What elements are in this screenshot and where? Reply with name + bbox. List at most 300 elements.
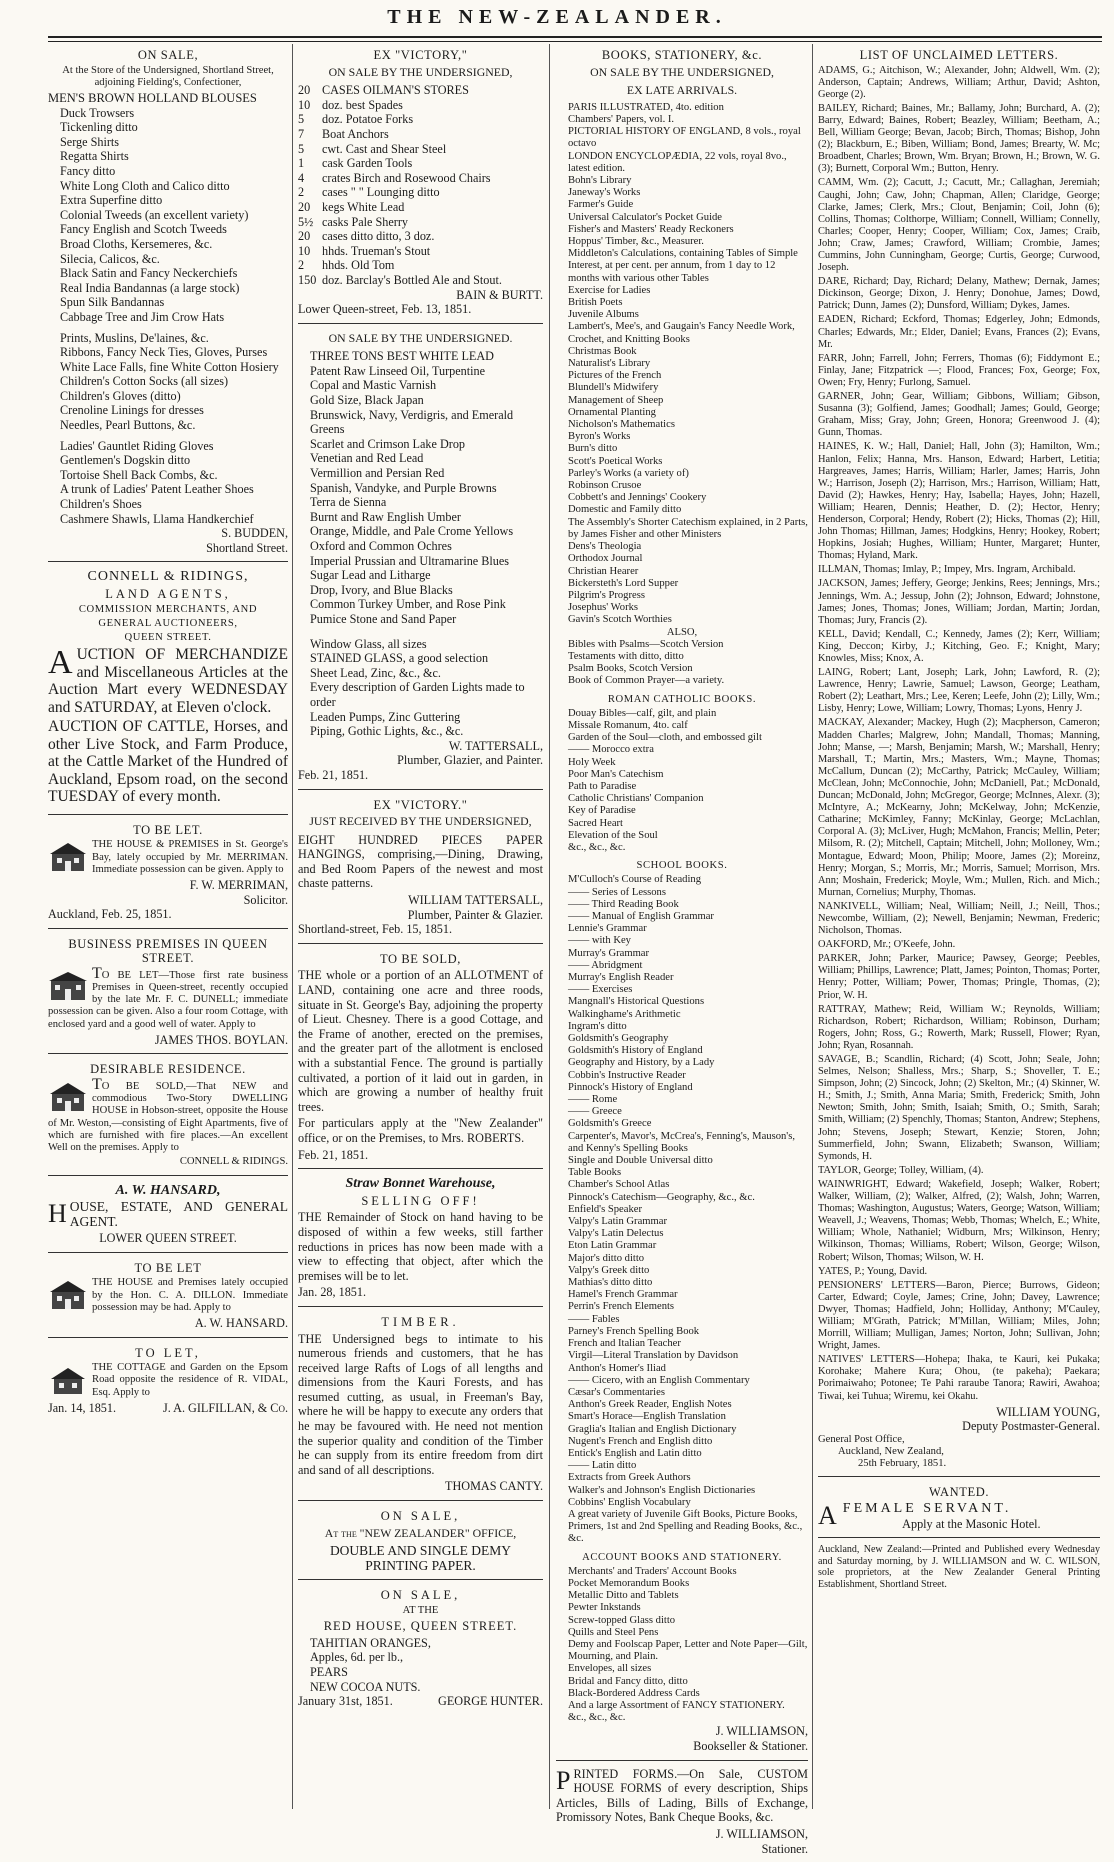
advert-text: THE HOUSE & PREMISES in St. George's Bay, lately occupied by Mr. MERRIMAN. Immediate possession can be given. Apply to — [92, 839, 288, 875]
book-item: Middleton's Calculations, containing Tables of Simple Interest, at per cent. per annum, from 1 day to 12 months with various other Tables — [568, 248, 798, 284]
book-item: Orthodox Journal — [568, 553, 643, 565]
to-let-advert — [48, 1342, 288, 1422]
book-item: PARIS ILLUSTRATED, 4to. edition — [568, 101, 724, 113]
list-item: Brunswick, Navy, Verdigris, and Emerald Greens — [310, 407, 514, 437]
book-item: Mathias's ditto ditto — [568, 1277, 653, 1289]
signature-title: Stationer. — [761, 1841, 808, 1856]
to-be-sold-advert — [298, 948, 543, 1169]
book-item: —— Abridgment — [568, 959, 643, 971]
signature-place: Shortland Street. — [206, 540, 288, 555]
victory-advert-2 — [298, 794, 543, 944]
dropcap: H — [48, 1199, 67, 1229]
book-item: Pocket Memorandum Books — [568, 1577, 690, 1589]
dropcap: A — [818, 1501, 840, 1531]
item-text: hhds. Trueman's Stout — [322, 243, 431, 258]
list-item: Spun Silk Bandannas — [60, 295, 165, 310]
to-be-let-advert — [48, 819, 288, 929]
list-item — [298, 156, 543, 171]
unclaimed-letters — [818, 44, 1100, 1477]
list-item: Tortoise Shell Back Combs, &c. — [60, 467, 218, 482]
list-item — [298, 98, 543, 113]
item-text: doz. Potatoe Forks — [322, 112, 414, 127]
book-item: Bibles with Psalms—Scotch Version — [568, 638, 724, 650]
book-item: Josephus' Works — [568, 602, 639, 614]
book-item: LONDON ENCYCLOPÆDIA, 22 vols, royal 8vo., latest edition. — [568, 150, 787, 174]
books-advert — [556, 44, 808, 1761]
book-item: Graglia's Italian and English Dictionary — [568, 1423, 737, 1435]
advert-heading: ON SALE, — [380, 1588, 461, 1603]
list-item: PEARS — [310, 1664, 348, 1679]
item-quantity: 5½ — [298, 214, 314, 229]
also-label: ALSO, — [666, 626, 698, 638]
on-sale-advert — [48, 44, 288, 562]
advert-place: Auckland, New Zealand, — [838, 1446, 944, 1458]
item-quantity: 20 — [298, 199, 311, 214]
section-heading: ROMAN CATHOLIC BOOKS. — [607, 693, 757, 705]
list-item — [298, 273, 543, 288]
book-list — [556, 102, 808, 627]
advert-date: Shortland-street, Feb. 15, 1851. — [298, 922, 453, 937]
book-item: Chambers' Papers, vol. I. — [568, 113, 675, 125]
signature: J. A. GILFILLAN, & Co. — [163, 1400, 288, 1415]
book-list — [556, 639, 808, 688]
item-quantity: 2 — [298, 185, 305, 200]
book-item: Goldsmith's Geography — [568, 1033, 669, 1045]
advert-heading: BOOKS, STATIONERY, &c. — [601, 48, 763, 62]
advert-date: January 31st, 1851. — [298, 1694, 393, 1709]
list-item: Crenoline Linings for dresses — [60, 403, 204, 418]
firm-line: GENERAL AUCTIONEERS, — [98, 617, 238, 629]
item-quantity: 1 — [298, 156, 305, 171]
item-list — [298, 349, 543, 626]
book-item: Byron's Works — [568, 431, 631, 443]
list-item: Ribbons, Fancy Neck Ties, Gloves, Purses — [60, 345, 268, 360]
item-quantity: 2 — [298, 258, 305, 273]
list-item: Colonial Tweeds (an excellent variety) — [60, 207, 249, 222]
list-item: Children's Gloves (ditto) — [60, 388, 181, 403]
book-item: Cobbin's Instructive Reader — [568, 1069, 686, 1081]
book-item: Garden of the Soul—cloth, and embossed gilt — [568, 732, 762, 744]
item-quantity: 10 — [298, 243, 311, 258]
letter-group: GARNER, John; Gear, William; Gibbons, William; Gibson, Susanna (3); Golfiend, James; Goodhall; James; Gould, George; Graham, Miss; Gray, John; Green, Honora; Greenwood J. (4); Gunn, Thomas. — [818, 391, 1100, 439]
advert-text: AFEMALE SERVANT. — [818, 1501, 1012, 1531]
letter-group: TAYLOR, George; Tolley, William, (4). — [818, 1164, 984, 1176]
letter-group: MACKAY, Alexander; Mackey, Hugh (2); Macpherson, Cameron; Madden Charles; Malgrew, John; Mandall, Thomas; Manning, John; Manse, —; Marsh, Benjamin; Marsh, W.; Marshall, Henry; Marshall, T.; Martin, Mrs.; Masters, Wm.; Mayne, Thomas; McCallum, Duncan (2); McCarthy, Patrick; McCauley, William; McClean, John; McConnochie, John; McDaniell, Pat.; McDonald, Duncan; McDonald, John; McGregor, George; McInnes, Alexr. (3); McIntyre, A.; McKearny, John; McKelway, John; McKenzie, Catharine; McKimley, Fanny; McKinlay, George; McLachlan, Corporal A. (3); McLiver, Hugh; McMahon, Francis; Mellin, Peter; Milsom, R. (2); Mitchell, Captain; Mitchell, John; Molloney, Wm.; Montague, Edward; Moon, Philip; Moore, James (2); Moreinz, Henry; Morgan, S.; Morris, Mr.; Morris, Samuel; Morrison, Mrs. Ann; Moshain, Frederick; Moyle, Wm.; Mullen, Rich. and Mich.; Murnan, Cornelius; Murphy, Thomas. — [818, 717, 1100, 898]
book-item: Catholic Christians' Companion — [568, 793, 704, 805]
book-item: Major's ditto ditto — [568, 1252, 645, 1264]
book-item: Juvenile Albums — [568, 309, 639, 321]
book-item: —— Manual of English Grammar — [568, 910, 714, 922]
victory-advert — [298, 44, 543, 324]
list-item: Prints, Muslins, De'laines, &c. — [60, 330, 209, 345]
list-item: Scarlet and Crimson Lake Drop — [310, 436, 466, 451]
item-quantity: 20 — [298, 83, 311, 98]
item-quantity: 5 — [298, 141, 305, 156]
advert-date: Auckland, Feb. 25, 1851. — [48, 907, 172, 922]
book-item: Fisher's and Masters' Ready Reckoners — [568, 223, 734, 235]
list-item — [298, 200, 543, 215]
advert-subheading: EX LATE ARRIVALS. — [626, 83, 738, 98]
book-item: Gavin's Scotch Worthies — [568, 614, 672, 626]
list-item: Venetian and Red Lead — [310, 451, 424, 466]
advert-text: THE Undersigned begs to intimate to his numerous friends and customers, that he has received large Rafts of Logs of all lengths and dimensions from the Kauri Forests, and has resumed cutting, as usual, in Freeman's Bay, where he will be happy to execute any orders that he may be favoured with. He need not mention the superior quality and condition of the Timber he can supply from its entire freedom from dirt and sand of all descriptions. — [298, 1331, 543, 1477]
item-quantity: 10 — [298, 97, 311, 112]
list-item: Serge Shirts — [60, 134, 120, 149]
book-item: Ornamental Planting — [568, 406, 656, 418]
list-item: Gentlemen's Dogskin ditto — [60, 453, 191, 468]
list-item — [298, 244, 543, 259]
letter-group: ADAMS, G.; Aitchison, W.; Alexander, John; Aldwell, Wm. (2); Anderson, Captain; Andrews, William; Arthur, David; Ashton, George (2). — [818, 64, 1100, 100]
book-item: Goldsmith's History of England — [568, 1045, 703, 1057]
advert-heading: WANTED. — [928, 1485, 990, 1500]
list-item: White Long Cloth and Calico ditto — [60, 178, 230, 193]
book-item: Burn's ditto — [568, 443, 618, 455]
book-item: Anthon's Homer's Iliad — [568, 1362, 666, 1374]
book-item: Envelopes, all sizes — [568, 1663, 652, 1675]
letter-group: NATIVES' LETTERS—Hohepa; Ihaka, te Kauri, kei Pukaka; Korohake; Mahere Kura; Ohou, (te pakeha); Paekara; Porimaiwaho; Potonee; Te Pahi raraube Tanora; Rawiri, Awahoa; Tiwai, kei Tuhua; Wiremu, kei Okahu. — [818, 1354, 1100, 1402]
book-item: Management of Sheep — [568, 394, 664, 406]
list-item: Pumice Stone and Sand Paper — [310, 611, 457, 626]
list-item: Orange, Middle, and Pale Crome Yellows — [310, 524, 514, 539]
signature: F. W. MERRIMAN, — [189, 877, 288, 892]
book-item: Murray's Grammar — [568, 947, 650, 959]
signature: WILLIAM TATTERSALL, — [408, 893, 543, 908]
advert-heading: LIST OF UNCLAIMED LETTERS. — [859, 48, 1059, 62]
column-divider — [549, 44, 550, 1809]
item-quantity: 150 — [298, 272, 317, 287]
house-icon — [48, 1364, 88, 1396]
firm-name: A. W. HANSARD, — [115, 1182, 221, 1198]
signature-title: Plumber, Glazier, and Painter. — [397, 753, 543, 768]
column-2 — [298, 44, 543, 1809]
advert-text: TO BE LET—Those first rate business Premises in Queen-street, recently occupied by the late Mr. F. C. DUNELL; immediate possession can be given. Also a four room Cottage, with enclosed yard and a good well of water. Apply to — [48, 964, 288, 1030]
book-item: And a large Assortment of FANCY STATIONERY. — [568, 1699, 785, 1711]
list-item: Oxford and Common Ochres — [310, 539, 452, 553]
list-item: Cabbage Tree and Jim Crow Hats — [60, 309, 225, 324]
book-item: Janeway's Works — [568, 187, 641, 199]
item-quantity: 4 — [298, 170, 305, 185]
list-item — [298, 215, 543, 230]
signature: THOMAS CANTY. — [445, 1479, 543, 1494]
advert-text: HOUSE, ESTATE, AND GENERAL AGENT. — [48, 1199, 288, 1229]
book-item: —— Rome — [568, 1094, 618, 1106]
book-item: —— Exercises — [568, 984, 633, 996]
list-item — [298, 185, 543, 200]
signature: S. BUDDEN, — [221, 526, 288, 541]
house-icon — [48, 841, 88, 873]
book-item: The Assembly's Shorter Catechism explained, in 2 Parts, by James Fisher and other Ministers — [568, 516, 808, 540]
letter-group: EADEN, Richard; Eckford, Thomas; Edgerley, John; Edmonds, Charles; Edwards, Mr.; Elder, Daniel; Evans, Frances (2); Evans, Mr. — [818, 314, 1100, 350]
item-list — [48, 106, 288, 325]
book-item: Farmer's Guide — [568, 199, 634, 211]
list-item: NEW COCOA NUTS. — [310, 1679, 421, 1694]
book-item: Hoppus' Timber, &c., Measurer. — [568, 236, 704, 248]
book-item: Lennie's Grammar — [568, 923, 647, 935]
book-item: Pewter Inkstands — [568, 1602, 641, 1614]
letter-group: OAKFORD, Mr.; O'Keefe, John. — [818, 939, 956, 951]
section-heading: ACCOUNT BOOKS AND STATIONERY. — [582, 1551, 782, 1563]
advert-text: TO BE SOLD,—That NEW and commodious Two-Story DWELLING HOUSE in Hobson-street, opposite the House of Mr. Weston,—consisting of Eight Apartments, five of which are furnished with fire places.—An excellent Well on the premises. Apply to — [48, 1076, 288, 1154]
list-item: White Lace Falls, fine White Cotton Hosiery — [60, 359, 279, 374]
firm-line: COMMISSION MERCHANTS, AND — [78, 603, 258, 615]
advert-heading: TIMBER. — [381, 1314, 460, 1329]
book-item: —— Morocco extra — [568, 744, 654, 756]
book-item: Virgil—Literal Translation by Davidson — [568, 1350, 739, 1362]
connell-advert — [48, 566, 288, 814]
book-item: Carpenter's, Mavor's, McCrea's, Fenning's, Mauson's, and Kenny's Spelling Books — [568, 1130, 795, 1154]
book-item: Smart's Horace—English Translation — [568, 1411, 726, 1423]
list-item: THREE TONS BEST WHITE LEAD — [310, 349, 494, 364]
printing-paper-advert — [298, 1505, 543, 1580]
wanted-advert — [818, 1481, 1100, 1538]
letter-group: KELL, David; Kendall, C.; Kennedy, James (2); Kerr, William; King, Deccon; Kirby, J.; Kitching, Geo. F.; Knight, Mary; Knowles, Miss; Knox, A. — [818, 628, 1100, 664]
advert-heading: TO BE LET — [134, 1260, 202, 1275]
letter-group: RATTRAY, Mathew; Reid, William W.; Reynolds, William; Richardson, Robert; Richardson, William; Robinson, Durham; Rogers, John; Ross, G.; Rowerth, Mark; Russell, Flower; Ryan, John; Ryan, Rosannah. — [818, 1003, 1100, 1051]
dropcap: P — [556, 1765, 571, 1795]
list-item: Cashmere Shawls, Llama Handkerchief — [60, 511, 254, 526]
signature: W. TATTERSALL, — [448, 738, 543, 753]
column-3 — [556, 44, 808, 1856]
signature-title: Solicitor. — [243, 892, 288, 907]
book-list — [556, 708, 808, 854]
advert-subheading: ON SALE BY THE UNDERSIGNED, — [328, 64, 513, 79]
book-item: Hamel's French Grammar — [568, 1289, 678, 1301]
book-item: Merchants' and Traders' Account Books — [568, 1565, 737, 1577]
book-item: Cobbett's and Jennings' Cookery — [568, 492, 707, 504]
advert-footer — [48, 1401, 288, 1416]
book-item: Holy Week — [568, 756, 616, 768]
book-item: Walker's and Johnson's English Dictionaries — [568, 1484, 756, 1496]
signature: J. WILLIAMSON, — [715, 1826, 808, 1841]
list-item: Terra de Sienna — [310, 495, 387, 510]
white-lead-advert — [298, 328, 543, 790]
book-item: Murray's English Reader — [568, 972, 674, 983]
advert-footer — [298, 1694, 543, 1709]
list-item: Broad Cloths, Kersemeres, &c. — [60, 236, 213, 251]
book-item: Table Books — [568, 1167, 622, 1179]
list-item: Children's Cotton Socks (all sizes) — [60, 374, 229, 389]
book-item: Chamber's School Atlas — [568, 1179, 670, 1191]
book-item: Nicholson's Mathematics — [568, 419, 675, 431]
item-text: cases " " Lounging ditto — [322, 185, 440, 200]
book-item: Pinnock's History of England — [568, 1081, 693, 1093]
advert-subheading: AT THE — [402, 1605, 439, 1616]
book-item: Bickersteth's Lord Supper — [568, 577, 679, 589]
letter-group: LAING, Robert; Lant, Joseph; Lark, John; Lawford, R. (2); Lawrence, Henry; Lawrie, Samuel; Lawson, George; Leatham, Robert (2); Leathart, Mrs.; Lee, Keren; Leefe, John (2); Lilly, Wm.; Lisby, Henry; Lowe, William; Lowry, Thomas; Lyons, Henry J. — [818, 667, 1100, 715]
advert-heading: BUSINESS PREMISES IN QUEEN STREET. — [68, 936, 268, 966]
list-item: Extra Superfine ditto — [60, 193, 163, 208]
book-item: Domestic and Family ditto — [568, 504, 682, 516]
book-item: Extracts from Greek Authors — [568, 1472, 691, 1484]
book-item: Douay Bibles—calf, gilt, and plain — [568, 707, 717, 719]
advert-subheading: SELLING OFF! — [361, 1193, 480, 1208]
book-item: &c., &c., &c. — [568, 1712, 626, 1724]
letter-group: PENSIONERS' LETTERS—Baron, Pierce; Burrows, Gideon; Carter, Edward; Coyle, James; Crine, John; Davey, Lawrence; Dwyer, Thomas; Hadfield, John; Holliday, Anthony; M'Cauley, William; M'Grath, Patrick; M'Millan, William; Miles, John; Morrill, William; Mulligan, James; Norton, John; Sullivan, John; Wright, James. — [818, 1279, 1100, 1352]
signature: BAIN & BURTT. — [456, 287, 543, 302]
hansard-advert — [48, 1180, 288, 1253]
item-text: CASES OILMAN'S STORES — [322, 83, 469, 98]
book-item: —— Greece — [568, 1106, 622, 1118]
letter-group: ILLMAN, Thomas; Imlay, P.; Impey, Mrs. Ingram, Archibald. — [818, 564, 1076, 576]
advert-heading: TO LET, — [135, 1345, 201, 1360]
book-item: Key of Paradise — [568, 805, 636, 817]
list-item: Copal and Mastic Varnish — [310, 378, 437, 393]
letter-group: YATES, P.; Young, David. — [818, 1265, 928, 1277]
item-text: crates Birch and Rosewood Chairs — [322, 170, 491, 185]
item-quantity: 7 — [298, 126, 305, 141]
list-item: Vermillion and Persian Red — [310, 466, 445, 481]
book-item: PICTORIAL HISTORY OF ENGLAND, 8 vols., royal octavo — [568, 126, 801, 150]
advert-subheading: ON SALE BY THE UNDERSIGNED. — [328, 330, 513, 345]
book-item: Enfield's Speaker — [568, 1203, 642, 1215]
straw-bonnet-advert — [298, 1173, 543, 1307]
book-list — [556, 1566, 808, 1725]
list-item: Leaden Pumps, Zinc Guttering — [310, 709, 461, 724]
book-item: —— with Key — [568, 935, 631, 947]
advert-text: THE COTTAGE and Garden on the Epsom Road opposite the residence of R. VIDAL, Esq. Apply to — [92, 1362, 288, 1398]
book-item: British Poets — [568, 297, 623, 309]
book-item: Dens's Theologia — [568, 541, 642, 553]
imprint-text: Auckland, New Zealand:—Printed and Published every Wednesday and Saturday morning, by J. WILLIAMSON and W. C. WILSON, sole proprietors, at the New Zealander General Printing Establishment, Shortland Street. — [818, 1544, 1100, 1590]
column-1 — [48, 44, 288, 1809]
printed-forms-advert — [556, 1765, 808, 1862]
book-item: Sacred Heart — [568, 817, 623, 829]
advert-subheading: JUST RECEIVED BY THE UNDERSIGNED, — [309, 814, 532, 829]
letter-group: JACKSON, James; Jeffery, George; Jenkins, Rees; Jennings, Mrs.; Jennings, Wm. A.; Jessup, John (2); Johnson, Edward; Johnstone, James; Jones, Thomas; Jones, William; Jordan, Martin; Jordan, Thomas; Jury, Francis (2). — [818, 578, 1100, 626]
book-item: Metallic Ditto and Tablets — [568, 1590, 679, 1602]
book-item: Geography and History, by a Lady — [568, 1057, 715, 1069]
book-item: Psalm Books, Scotch Version — [568, 663, 693, 675]
list-item — [298, 229, 543, 244]
book-item: French and Italian Teacher — [568, 1338, 681, 1350]
book-item: Parney's French Spelling Book — [568, 1325, 700, 1337]
list-item: Black Satin and Fancy Neckerchiefs — [60, 266, 238, 281]
book-item: —— Cicero, with an English Commentary — [568, 1374, 750, 1386]
letter-group: NANKIVELL, William; Neal, William; Neill, J.; Neill, Thos.; Newcombe, William, (2); Newell, Benjamin; Newman, Frederic; Nicholson, Thomas. — [818, 900, 1100, 937]
advert-date: Lower Queen-street, Feb. 13, 1851. — [298, 302, 472, 317]
list-item: Common Turkey Umber, and Rose Pink — [310, 597, 506, 612]
letter-list — [818, 65, 1100, 1403]
advert-text: THE whole or a portion of an ALLOTMENT of LAND, containing one acre and three roods, situate in St. George's Bay, adjoining the property of Lieut. Chesney. There is a good Cottage, and the Frame of another, erected on the premises, and the greater part of the allotment is enclosed with a substantial Fence. The ground is partially cultivated, a portion of it laid out in garden, in which are growing a number of healthy fruit trees. — [298, 968, 543, 1114]
advert-text: EIGHT HUNDRED PIECES PAPER HANGINGS, comprising,—Dining, Drawing, and Bed Room Papers of the newest and most chaste patterns. — [298, 832, 543, 891]
book-item: Bridal and Fancy ditto, ditto — [568, 1675, 688, 1687]
book-item: Nugent's French and English ditto — [568, 1435, 713, 1447]
book-item: Scott's Poetical Works — [568, 455, 663, 467]
book-item: A great variety of Juvenile Gift Books, Picture Books, Primers, 1st and 2nd Spelling and Reading Books, &c., &c. — [568, 1508, 803, 1545]
book-item: —— Latin ditto — [568, 1460, 637, 1472]
book-item: Pilgrim's Progress — [568, 589, 645, 601]
book-item: Perrin's French Elements — [568, 1301, 675, 1313]
list-item: Gold Size, Black Japan — [310, 393, 424, 408]
book-item: Demy and Foolscap Paper, Letter and Note Paper—Gilt, Mourning, and Plain. — [568, 1638, 808, 1663]
timber-advert — [298, 1311, 543, 1501]
advert-heading: DESIRABLE RESIDENCE. — [90, 1062, 246, 1077]
advert-date: Jan. 28, 1851. — [298, 1285, 367, 1300]
item-list — [48, 439, 288, 527]
item-quantity: 20 — [298, 229, 311, 244]
book-item: Testaments with ditto, ditto — [568, 650, 684, 662]
item-text: cask Garden Tools — [322, 156, 413, 171]
column-divider — [292, 44, 293, 1809]
book-item: Pictures of the French — [568, 370, 662, 382]
advert-heading: EX "VICTORY," — [373, 48, 468, 62]
list-item — [298, 142, 543, 157]
advert-intro: At the Store of the Undersigned, Shortland Street, adjoining Fielding's, Confectioner, — [62, 64, 274, 88]
book-item: Cæsar's Commentaries — [568, 1386, 665, 1398]
signature: WILLIAM YOUNG, — [996, 1404, 1100, 1419]
list-item: Sheet Lead, Zinc, &c., &c. — [310, 665, 441, 680]
imprint — [818, 1542, 1100, 1598]
letter-group: DARE, Richard; Day, Richard; Delany, Mathew; Dernak, James; Dickinson, George; Dixon, J. Henry; Donohue, James; Dowd, Patrick; Dunn, James (2); Dunsford, William; Dykes, James. — [818, 276, 1100, 312]
book-item: —— Fables — [568, 1313, 620, 1325]
advert-heading: ON SALE, — [137, 48, 199, 62]
advert-date: Feb. 21, 1851. — [298, 1147, 369, 1162]
list-item: Apples, 6d. per lb., — [310, 1650, 404, 1665]
advert-date: Jan. 14, 1851. — [48, 1400, 117, 1415]
list-item: Fancy English and Scotch Tweeds — [60, 222, 227, 237]
list-item: Drop, Ivory, and Blue Blacks — [310, 582, 453, 597]
list-item: Real India Bandannas (a large stock) — [60, 280, 240, 295]
signature: CONNELL & RIDINGS. — [179, 1156, 288, 1168]
book-item: Entick's English and Latin ditto — [568, 1447, 702, 1459]
book-item: Mangnall's Historical Questions — [568, 996, 705, 1008]
advert-date: 25th February, 1851. — [858, 1458, 947, 1470]
item-list — [298, 1636, 543, 1694]
list-item — [298, 127, 543, 142]
advert-place: LOWER QUEEN STREET. — [99, 1231, 237, 1246]
book-item: Valpy's Latin Grammar — [568, 1216, 667, 1228]
list-item: Sugar Lead and Litharge — [310, 568, 431, 583]
list-item: Children's Shoes — [60, 497, 142, 512]
book-item: Bohn's Library — [568, 175, 632, 186]
book-item: Blundell's Midwifery — [568, 382, 659, 394]
list-item: Silecia, Calicos, &c. — [60, 251, 160, 266]
newspaper-title: THE NEW-ZEALANDER. — [387, 6, 727, 28]
business-premises-advert — [48, 933, 288, 1055]
list-item — [298, 258, 543, 273]
advert-heading: Straw Bonnet Warehouse, — [345, 1176, 496, 1192]
list-item: Imperial Prussian and Ultramarine Blues — [310, 553, 510, 568]
list-item: Fancy ditto — [60, 163, 116, 178]
advert-heading: EX "VICTORY." — [373, 797, 468, 812]
advert-heading: ON SALE, — [380, 1509, 461, 1524]
list-item — [298, 112, 543, 127]
list-item: Regatta Shirts — [60, 149, 129, 164]
book-item: Lambert's, Mee's, and Gaugain's Fancy Needle Work, Crochet, and Knitting Books — [568, 321, 795, 345]
list-item — [298, 171, 543, 186]
item-list — [48, 331, 288, 433]
book-item: Quills and Steel Pens — [568, 1626, 659, 1638]
book-item: Pinnock's Catechism—Geography, &c., &c. — [568, 1191, 755, 1203]
book-item: Screw-topped Glass ditto — [568, 1614, 676, 1626]
signature-title: Deputy Postmaster-General. — [962, 1419, 1100, 1434]
book-item: Parley's Works (a variety of) — [568, 467, 689, 479]
signature: J. WILLIAMSON, — [715, 1724, 808, 1739]
book-item: Exercise for Ladies — [568, 284, 651, 296]
signature-title: Bookseller & Stationer. — [693, 1738, 808, 1753]
list-item: Every description of Garden Lights made to order — [310, 680, 525, 709]
book-list — [556, 874, 808, 1545]
advert-subheading: Apply at the Masonic Hotel. — [902, 1516, 1041, 1531]
advert-heading: TO BE LET. — [133, 822, 203, 837]
book-item: Missale Romanum, 4to. calf — [568, 719, 688, 731]
book-item: —— Series of Lessons — [568, 886, 666, 898]
item-text: doz. best Spades — [322, 97, 403, 112]
book-item: Valpy's Greek ditto — [568, 1264, 650, 1276]
list-item: Piping, Gothic Lights, &c., &c. — [310, 724, 464, 739]
advert-lead: MEN'S BROWN HOLLAND BLOUSES — [48, 91, 257, 105]
book-item: Path to Paradise — [568, 780, 637, 792]
